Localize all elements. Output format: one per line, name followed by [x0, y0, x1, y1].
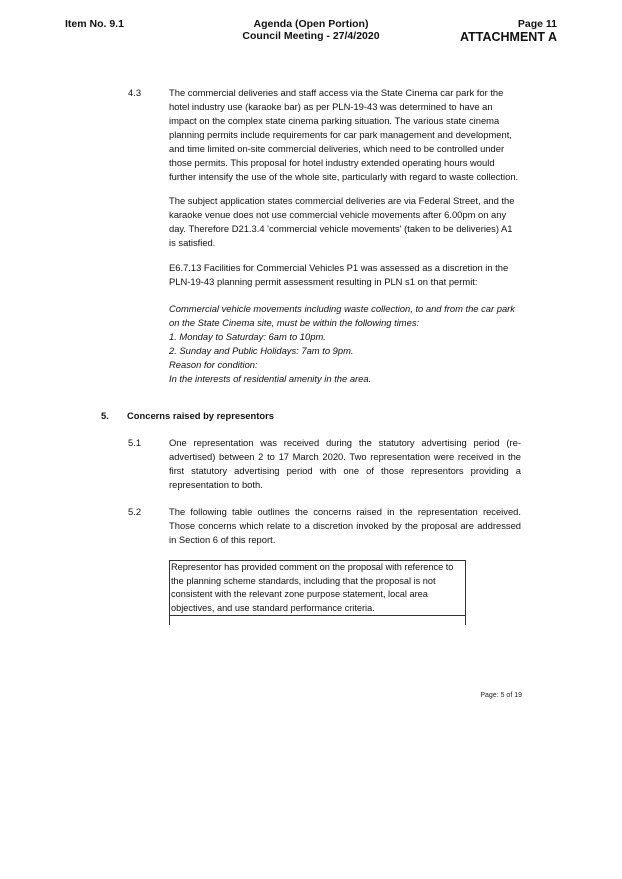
table-row: [170, 561, 466, 616]
section-number-5-2: 5.2: [128, 506, 142, 517]
table-cell: Representor has provided comment on the proposal with reference to the planning scheme standards, including that the proposal is not consistent with the relevant zone purpose statement, local area objectives, and use standard performance criteria.: [170, 561, 466, 616]
paragraph-4-3-2: The subject application states commercial deliveries are via Federal Street, and the karaoke venue does not use commercial vehicle movements after 6.00pm on any day. Therefore D21.3.4 'commercial vehicle movements' (taken to be deliveries) A1 is satisfied.: [169, 195, 515, 248]
meeting-date: Council Meeting - 27/4/2020: [242, 30, 380, 42]
paragraph-5-2: The following table outlines the concerns raised in the representation received. Those concerns which relate to a discretion invoked by the proposal are addressed in Section 6 of this report.: [169, 506, 521, 545]
page-number: Page 11: [517, 18, 557, 30]
paragraph-5-1: One representation was received during the statutory advertising period (re-advertised) between 2 to 17 March 2020. Two representation were received in the first statutory advertising period with one of those representors providing a representation to both.: [169, 437, 521, 490]
section-number-5: 5.: [101, 410, 109, 421]
permit-condition: [169, 302, 521, 386]
condition-reason: In the interests of residential amenity in the area.: [169, 373, 372, 384]
section-title-5: Concerns raised by representors: [127, 410, 274, 421]
concerns-table: [169, 560, 466, 625]
condition-item-1: 1. Monday to Saturday: 6am to 10pm.: [169, 331, 326, 342]
paragraph-4-3-3: E6.7.13 Facilities for Commercial Vehicles P1 was assessed as a discretion in the PLN-19-43 planning permit assessment resulting in PLN s1 on that permit:: [169, 262, 509, 287]
page-footer: Page: 5 of 19: [480, 692, 522, 699]
attachment-label: ATTACHMENT A: [460, 30, 557, 44]
page-header: [460, 18, 557, 45]
section-number-5-1: 5.1: [128, 437, 142, 448]
section-number-4-3: 4.3: [128, 87, 142, 98]
condition-text: Commercial vehicle movements including waste collection, to and from the car park on the State Cinema site, must be within the following times:: [169, 303, 515, 328]
item-number: Item No. 9.1: [65, 18, 124, 30]
paragraph-4-3-1: The commercial deliveries and staff access via the State Cinema car park for the hotel industry use (karaoke bar) as per PLN-19-43 was determined to have an impact on the complex state cinema parking situation. The various state cinema planning permits include requirements for car park management and development, and time limited on-site commercial deliveries, which need to be controlled under those permits. This proposal for hotel industry extended operating hours would further intensify the use of the whole site, particularly with regard to waste collection.: [169, 87, 519, 182]
condition-item-2: 2. Sunday and Public Holidays: 7am to 9pm.: [169, 345, 354, 356]
table-row: [170, 616, 466, 626]
agenda-title: Agenda (Open Portion): [253, 18, 369, 30]
table-cell-empty: [170, 616, 466, 626]
condition-reason-label: Reason for condition:: [169, 359, 258, 370]
